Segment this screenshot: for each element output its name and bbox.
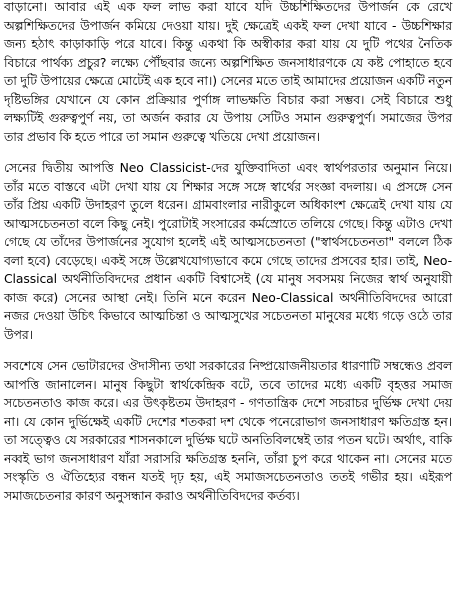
body-paragraph-3: সবশেষে সেন ভোটারদের ঔদাসীন্য তথা সরকারের নিষ্প্রয়োজনীয়তার ধারণাটি সম্বন্ধেও প্রবল আপত্তি জানালেন। মানুষ কিছুটা স্বার্থকেন্দ্রিক বটে, তবে তাদের মধ্যে একটি বৃহত্তর সমাজ সচেতনতাও কাজ করে। এর উৎকৃষ্টতম উদাহরণ - গণতান্ত্রিক দেশে সচরাচর দুর্ভিক্ষ দেখা দেয় না। যে কোন দুর্ভিক্ষেই একটি দেশের শতকরা দশ থেকে পনেরোভাগ জনসাধারণ ক্ষতিগ্রস্ত হন। তা সত্ত্বেও যে সরকারের শাসনকালে দুর্ভিক্ষ ঘটে অনতিবিলম্বেই তার পতন ঘটে। অর্থাৎ, বাকি নব্বই ভাগ জনসাধারণ যাঁরা সরাসরি ক্ষতিগ্রস্ত হননি, তাঁরা চুপ করে থাকেন না। সেনের মতে সংস্কৃতি ও ঐতিহ্যের বন্ধন যতই দৃঢ় হয়, এই সমাজসচেতনতাও ততই গভীর হয়। এইরূপ সমাজচেতনার কারণ অনুসন্ধান করাও অর্থনীতিবিদদের কর্তব্য। — [4, 358, 452, 503]
body-paragraph-2: সেনের দ্বিতীয় আপত্তি Neo Classicist-দের যুক্তিবাদিতা এবং স্বার্থপরতার অনুমান নিয়ে। তাঁর মতে বাস্তবে এটা দেখা যায় যে শিক্ষার সঙ্গে সঙ্গে স্বার্থের সংজ্ঞা বদলায়। এ প্রসঙ্গে সেন তাঁর প্রিয় একটি উদাহরণ তুলে ধরেন। গ্রামবাংলার নারীকুলে অধিকাংশ ক্ষেত্রেই দেখা যায় যে আত্মসচেতনতা বলে কিছু নেই। পুরোটাই সংসারের কর্মস্রোতে তলিয়ে গেছে। কিন্তু এটাও দেখা গেছে যে তাঁদের উপার্জনের সুযোগ হলেই এই আত্মসচেতনতা ("স্বার্থসচেতনতা" বললে ঠিক বলা হবে) বেড়েছে। একই সঙ্গে উল্লেখযোগ্যভাবে কমে গেছে তাদের প্রসবের হার। তাই, Neo-Classical অর্থনীতিবিদদের প্রধান একটি বিশ্বাসেই (যে মানুষ সবসময় নিজের স্বার্থ অনুযায়ী কাজ করে) সেনের আস্থা নেই। তিনি মনে করেন Neo-Classical অর্থনীতিবিদদের আরো নজর দেওয়া উচিৎ কিভাবে আত্মচিন্তা ও আত্মসুখের সচেতনতা মানুষের মধ্যে গড়ে ওঠে তার উপর। — [4, 160, 452, 342]
body-paragraph-1: বাড়ানো। আবার এই এক ফল লাভ করা যাবে যদি উচ্চশিক্ষিতদের উপার্জন কে রেখে অল্পশিক্ষিতদের উপার্জন কমিয়ে দেওয়া যায়। দুই ক্ষেত্রেই একই ফল দেখা যাবে - উচ্চশিক্ষার জন্য হঠাৎ কাড়াকাড়ি পরে যাবে। কিন্তু একথা কি অস্বীকার করা যায় যে দুটি পথের নৈতিক বিচারে পার্থক্য প্রচুর? লক্ষ্যে পৌঁছবার জন্যে অল্পশিক্ষিত জনসাধারণকে যে কষ্ট পোহাতে হবে তা দুটি উপায়ের ক্ষেত্রে মোটেই এক হবে না।) সেনের মতে তাই আমাদের প্রয়োজন একটি নতুন দৃষ্টিভঙ্গির যেখানে যে কোন প্রক্রিয়ার পুর্ণাঙ্গ লাভক্ষতি বিচার করা সম্ভব। সেই বিচারে শুধু লক্ষ্যটিই গুরুত্বপুর্ণ নয়, তা অর্জন করার যে উপায় সেটিও সমান গুরুত্বপুর্ণ। সমাজের উপর তার প্রভাব কি হতে পারে তা সমান গুরুত্বে খতিয়ে দেখা প্রয়োজন। — [4, 0, 452, 144]
